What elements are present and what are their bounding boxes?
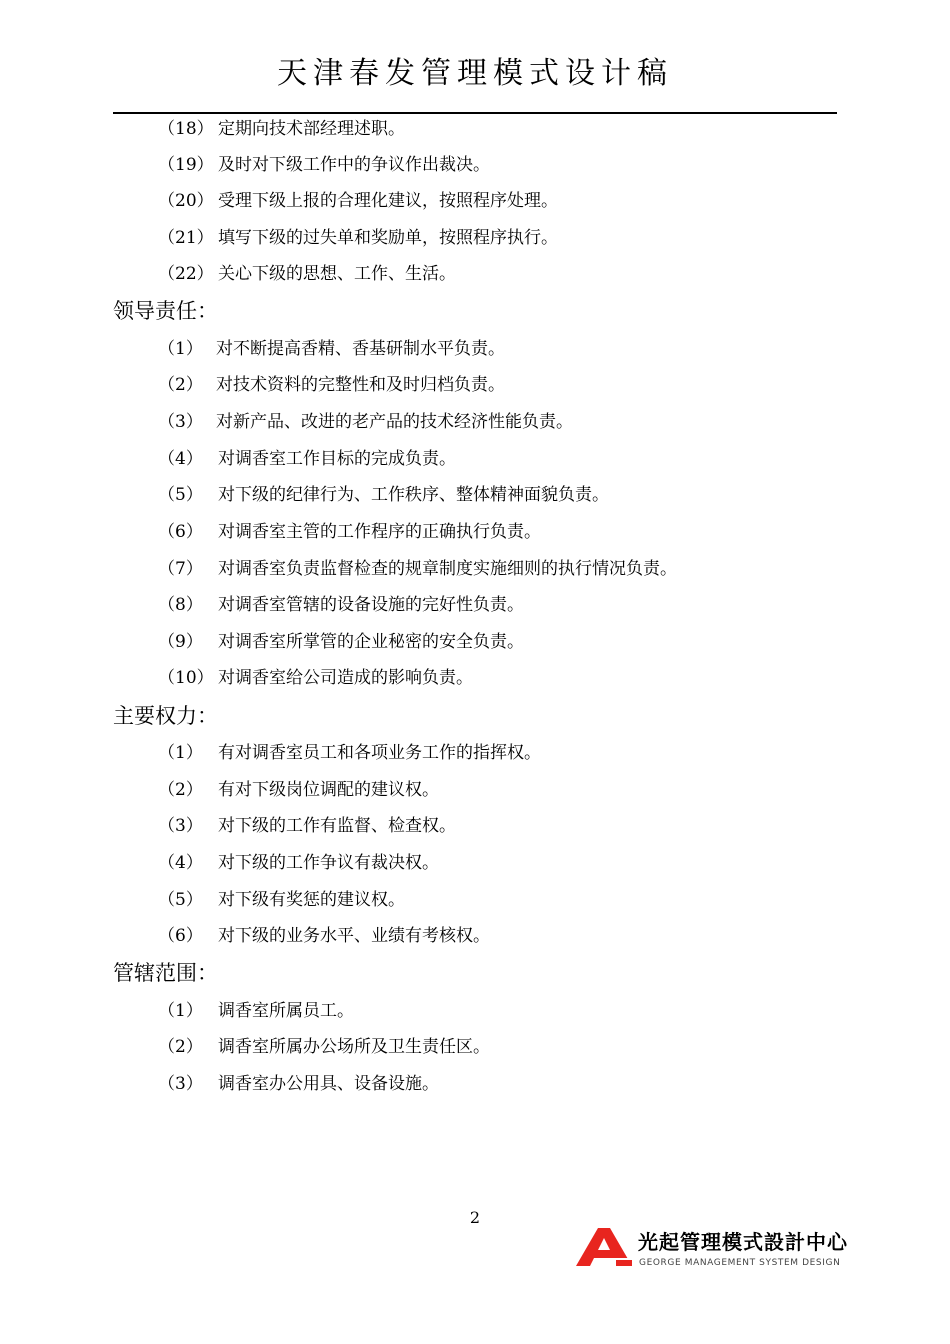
item-text: 受理下级上报的合理化建议，按照程序处理。 xyxy=(218,191,558,211)
item-number: （1） xyxy=(158,339,203,359)
section-heading-authority: 主要权力： xyxy=(113,704,218,728)
item-text: 对技术资料的完整性和及时归档负责。 xyxy=(216,375,505,395)
item-text: 有对下级岗位调配的建议权。 xyxy=(218,780,439,800)
item-number: （4） xyxy=(158,449,203,469)
item-text: 对调香室管辖的设备设施的完好性负责。 xyxy=(218,595,524,615)
page-title: 天津春发管理模式设计稿 xyxy=(277,56,673,91)
letter-a-logo-icon xyxy=(576,1228,632,1268)
item-text: 对不断提高香精、香基研制水平负责。 xyxy=(216,339,505,359)
item-text: 关心下级的思想、工作、生活。 xyxy=(218,264,456,284)
item-number: （20） xyxy=(158,191,214,211)
page-number: 2 xyxy=(469,1208,481,1227)
item-number: （21） xyxy=(158,228,214,248)
item-number: （9） xyxy=(158,632,203,652)
item-number: （3） xyxy=(158,1074,203,1094)
item-number: （6） xyxy=(158,522,203,542)
logo-name: 光起管理模式設計中心 xyxy=(638,1230,848,1254)
item-text: 对下级的业务水平、业绩有考核权。 xyxy=(218,926,490,946)
item-text: 调香室办公用具、设备设施。 xyxy=(218,1074,439,1094)
header-divider xyxy=(113,112,837,114)
company-logo xyxy=(576,1228,848,1272)
item-number: （5） xyxy=(158,485,203,505)
item-number: （2） xyxy=(158,375,203,395)
item-number: （2） xyxy=(158,780,203,800)
item-text: 对新产品、改进的老产品的技术经济性能负责。 xyxy=(216,412,573,432)
item-text: 对调香室所掌管的企业秘密的安全负责。 xyxy=(218,632,524,652)
item-text: 调香室所属办公场所及卫生责任区。 xyxy=(218,1037,490,1057)
logo-subtitle: GEORGE MANAGEMENT SYSTEM DESIGN xyxy=(639,1258,841,1268)
item-text: 有对调香室员工和各项业务工作的指挥权。 xyxy=(218,743,541,763)
item-number: （6） xyxy=(158,926,203,946)
item-number: （1） xyxy=(158,1001,203,1021)
item-text: 填写下级的过失单和奖励单，按照程序执行。 xyxy=(218,228,558,248)
item-number: （7） xyxy=(158,559,203,579)
section-heading-scope: 管辖范围： xyxy=(113,961,218,985)
item-number: （3） xyxy=(158,412,203,432)
item-text: 对下级的纪律行为、工作秩序、整体精神面貌负责。 xyxy=(218,485,609,505)
item-text: 定期向技术部经理述职。 xyxy=(218,119,405,139)
item-number: （5） xyxy=(158,890,203,910)
item-number: （1） xyxy=(158,743,203,763)
item-number: （4） xyxy=(158,853,203,873)
item-text: 对调香室工作目标的完成负责。 xyxy=(218,449,456,469)
item-text: 对调香室主管的工作程序的正确执行负责。 xyxy=(218,522,541,542)
item-text: 对下级有奖惩的建议权。 xyxy=(218,890,405,910)
item-text: 及时对下级工作中的争议作出裁决。 xyxy=(218,155,490,175)
item-number: （19） xyxy=(158,155,214,175)
item-number: （3） xyxy=(158,816,203,836)
item-number: （18） xyxy=(158,119,214,139)
item-text: 对下级的工作有监督、检查权。 xyxy=(218,816,456,836)
item-text: 对下级的工作争议有裁决权。 xyxy=(218,853,439,873)
item-number: （10） xyxy=(158,668,214,688)
item-number: （22） xyxy=(158,264,214,284)
item-number: （8） xyxy=(158,595,203,615)
item-text: 对调香室负责监督检查的规章制度实施细则的执行情况负责。 xyxy=(218,559,677,579)
item-number: （2） xyxy=(158,1037,203,1057)
section-heading-responsibility: 领导责任： xyxy=(113,299,218,323)
item-text: 调香室所属员工。 xyxy=(218,1001,354,1021)
item-text: 对调香室给公司造成的影响负责。 xyxy=(218,668,473,688)
